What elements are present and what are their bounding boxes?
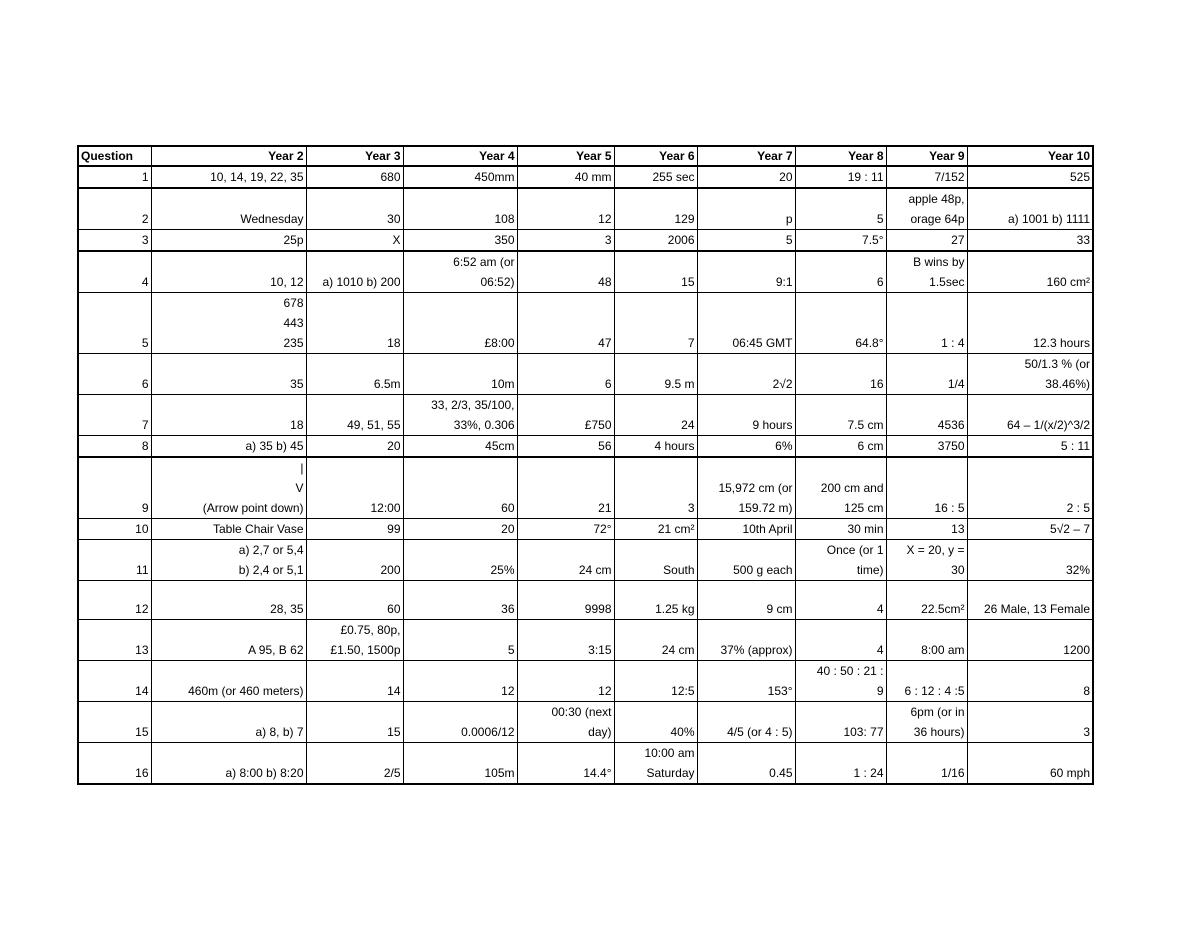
cell-year-10: 12.3 hours [967,293,1093,354]
cell-year-9: 6pm (or in 36 hours) [886,702,967,743]
cell-year-9: 22.5cm² [886,581,967,620]
cell-year-10: 33 [967,230,1093,252]
cell-year-8: 4 [795,620,886,661]
cell-year-2: a) 8, b) 7 [151,702,306,743]
header-question: Question [78,146,151,166]
cell-year-5: 24 cm [517,540,614,581]
cell-year-3: 49, 51, 55 [306,395,403,436]
cell-year-10: 8 [967,661,1093,702]
cell-year-5: 3:15 [517,620,614,661]
cell-year-2: 35 [151,354,306,395]
cell-year-8: 7.5 cm [795,395,886,436]
cell-question: 15 [78,702,151,743]
cell-question: 8 [78,436,151,458]
cell-year-8: 64.8° [795,293,886,354]
cell-year-7: 500 g each [697,540,795,581]
cell-year-3: 60 [306,581,403,620]
cell-year-7: 9 cm [697,581,795,620]
cell-year-3: X [306,230,403,252]
cell-year-6: 7 [614,293,697,354]
header-year-10: Year 10 [967,146,1093,166]
cell-year-4: 20 [403,519,517,540]
table-row [78,230,1093,252]
cell-year-7: 153° [697,661,795,702]
cell-year-2: 10, 14, 19, 22, 35 [151,166,306,188]
cell-year-10: 26 Male, 13 Female [967,581,1093,620]
cell-year-9: B wins by 1.5sec [886,251,967,293]
table-row [78,661,1093,702]
cell-year-3: £0.75, 80p, £1.50, 1500p [306,620,403,661]
cell-year-7: 06:45 GMT [697,293,795,354]
cell-question: 13 [78,620,151,661]
table-row [78,395,1093,436]
cell-year-6: 129 [614,188,697,230]
cell-year-4: 12 [403,661,517,702]
cell-year-8: 5 [795,188,886,230]
cell-year-6: 255 sec [614,166,697,188]
cell-year-7: 9 hours [697,395,795,436]
cell-year-4: 0.0006/12 [403,702,517,743]
cell-year-10: 1200 [967,620,1093,661]
table-row [78,581,1093,620]
cell-year-7: 2√2 [697,354,795,395]
cell-year-10: 5 : 11 [967,436,1093,458]
cell-year-3: 12:00 [306,457,403,519]
cell-year-9: 1 : 4 [886,293,967,354]
cell-year-7: 37% (approx) [697,620,795,661]
cell-question: 1 [78,166,151,188]
table-row [78,540,1093,581]
cell-year-6: 15 [614,251,697,293]
cell-year-10: 60 mph [967,743,1093,785]
cell-year-3: 2/5 [306,743,403,785]
cell-year-5: 3 [517,230,614,252]
cell-year-7: 6% [697,436,795,458]
cell-year-7: 20 [697,166,795,188]
cell-question: 12 [78,581,151,620]
cell-year-2: 678 443 235 [151,293,306,354]
cell-year-2: 28, 35 [151,581,306,620]
header-year-8: Year 8 [795,146,886,166]
cell-year-2: | V (Arrow point down) [151,457,306,519]
cell-year-4: 105m [403,743,517,785]
cell-question: 3 [78,230,151,252]
cell-year-3: 15 [306,702,403,743]
cell-year-3: 99 [306,519,403,540]
cell-year-5: 12 [517,188,614,230]
cell-year-8: 1 : 24 [795,743,886,785]
cell-year-4: 10m [403,354,517,395]
cell-year-5: 47 [517,293,614,354]
cell-year-8: 6 [795,251,886,293]
cell-year-4: 6:52 am (or 06:52) [403,251,517,293]
header-year-3: Year 3 [306,146,403,166]
cell-year-5: 40 mm [517,166,614,188]
cell-year-9: 16 : 5 [886,457,967,519]
cell-year-8: 6 cm [795,436,886,458]
cell-year-5: 9998 [517,581,614,620]
table-row [78,457,1093,519]
cell-year-9: 7/152 [886,166,967,188]
cell-year-5: 48 [517,251,614,293]
cell-year-9: 4536 [886,395,967,436]
cell-year-10: a) 1001 b) 1111 [967,188,1093,230]
cell-year-6: 21 cm² [614,519,697,540]
cell-year-7: 4/5 (or 4 : 5) [697,702,795,743]
cell-year-4: £8:00 [403,293,517,354]
cell-year-5: 56 [517,436,614,458]
cell-year-4: 450mm [403,166,517,188]
cell-year-5: 21 [517,457,614,519]
cell-year-4: 108 [403,188,517,230]
cell-year-6: 9.5 m [614,354,697,395]
cell-year-3: 200 [306,540,403,581]
cell-year-6: 10:00 am Saturday [614,743,697,785]
table-row [78,354,1093,395]
cell-year-6: 1.25 kg [614,581,697,620]
cell-year-7: p [697,188,795,230]
cell-question: 11 [78,540,151,581]
table-row [78,166,1093,188]
cell-year-5: 14.4° [517,743,614,785]
cell-year-9: 1/4 [886,354,967,395]
cell-question: 16 [78,743,151,785]
cell-year-3: 680 [306,166,403,188]
cell-year-6: 40% [614,702,697,743]
cell-year-7: 9:1 [697,251,795,293]
cell-year-5: £750 [517,395,614,436]
table-body [78,166,1093,784]
header-year-9: Year 9 [886,146,967,166]
cell-year-3: a) 1010 b) 200 [306,251,403,293]
cell-question: 5 [78,293,151,354]
cell-year-6: 4 hours [614,436,697,458]
cell-year-8: 7.5° [795,230,886,252]
cell-year-7: 10th April [697,519,795,540]
table-row [78,620,1093,661]
cell-year-2: A 95, B 62 [151,620,306,661]
cell-year-8: 40 : 50 : 21 : 9 [795,661,886,702]
header-year-5: Year 5 [517,146,614,166]
cell-year-8: 103: 77 [795,702,886,743]
cell-year-6: 24 cm [614,620,697,661]
cell-year-4: 45cm [403,436,517,458]
cell-year-10: 3 [967,702,1093,743]
header-year-4: Year 4 [403,146,517,166]
cell-year-5: 12 [517,661,614,702]
cell-year-10: 32% [967,540,1093,581]
cell-year-6: 2006 [614,230,697,252]
header-year-7: Year 7 [697,146,795,166]
table-row [78,293,1093,354]
header-year-6: Year 6 [614,146,697,166]
header-year-2: Year 2 [151,146,306,166]
cell-year-9: 8:00 am [886,620,967,661]
cell-year-10: 64 – 1/(x/2)^3/2 [967,395,1093,436]
cell-year-9: 1/16 [886,743,967,785]
cell-year-4: 5 [403,620,517,661]
cell-year-9: 13 [886,519,967,540]
cell-year-5: 00:30 (next day) [517,702,614,743]
cell-year-3: 20 [306,436,403,458]
cell-year-2: 25p [151,230,306,252]
cell-year-8: 200 cm and 125 cm [795,457,886,519]
cell-year-7: 15,972 cm (or 159.72 m) [697,457,795,519]
cell-question: 10 [78,519,151,540]
cell-year-10: 2 : 5 [967,457,1093,519]
cell-year-6: 3 [614,457,697,519]
cell-year-6: 12:5 [614,661,697,702]
cell-year-2: 18 [151,395,306,436]
cell-question: 2 [78,188,151,230]
cell-year-10: 160 cm² [967,251,1093,293]
table-row [78,251,1093,293]
cell-year-10: 5√2 – 7 [967,519,1093,540]
cell-year-10: 525 [967,166,1093,188]
cell-year-2: a) 2,7 or 5,4 b) 2,4 or 5,1 [151,540,306,581]
cell-year-7: 5 [697,230,795,252]
cell-year-6: South [614,540,697,581]
cell-question: 7 [78,395,151,436]
table-row [78,743,1093,785]
cell-year-2: a) 35 b) 45 [151,436,306,458]
table-row [78,702,1093,743]
cell-year-8: 4 [795,581,886,620]
cell-year-8: 30 min [795,519,886,540]
cell-year-8: 19 : 11 [795,166,886,188]
cell-year-4: 36 [403,581,517,620]
cell-year-9: apple 48p, orage 64p [886,188,967,230]
answers-table [77,145,1094,785]
cell-year-2: Wednesday [151,188,306,230]
cell-year-2: 10, 12 [151,251,306,293]
cell-year-3: 18 [306,293,403,354]
cell-year-4: 350 [403,230,517,252]
cell-year-9: 3750 [886,436,967,458]
cell-question: 9 [78,457,151,519]
cell-question: 14 [78,661,151,702]
cell-year-9: 6 : 12 : 4 :5 [886,661,967,702]
cell-year-2: 460m (or 460 meters) [151,661,306,702]
cell-year-8: 16 [795,354,886,395]
cell-year-3: 14 [306,661,403,702]
cell-year-9: 27 [886,230,967,252]
table-row [78,188,1093,230]
cell-year-3: 6.5m [306,354,403,395]
cell-year-6: 24 [614,395,697,436]
cell-year-5: 6 [517,354,614,395]
cell-year-4: 33, 2/3, 35/100, 33%, 0.306 [403,395,517,436]
header-row [78,146,1093,166]
cell-year-3: 30 [306,188,403,230]
cell-year-8: Once (or 1 time) [795,540,886,581]
table-row [78,436,1093,458]
cell-year-4: 60 [403,457,517,519]
cell-question: 4 [78,251,151,293]
cell-year-9: X = 20, y = 30 [886,540,967,581]
cell-question: 6 [78,354,151,395]
table-row [78,519,1093,540]
cell-year-7: 0.45 [697,743,795,785]
cell-year-2: Table Chair Vase [151,519,306,540]
cell-year-10: 50/1.3 % (or 38.46%) [967,354,1093,395]
cell-year-4: 25% [403,540,517,581]
cell-year-5: 72° [517,519,614,540]
cell-year-2: a) 8:00 b) 8:20 [151,743,306,785]
